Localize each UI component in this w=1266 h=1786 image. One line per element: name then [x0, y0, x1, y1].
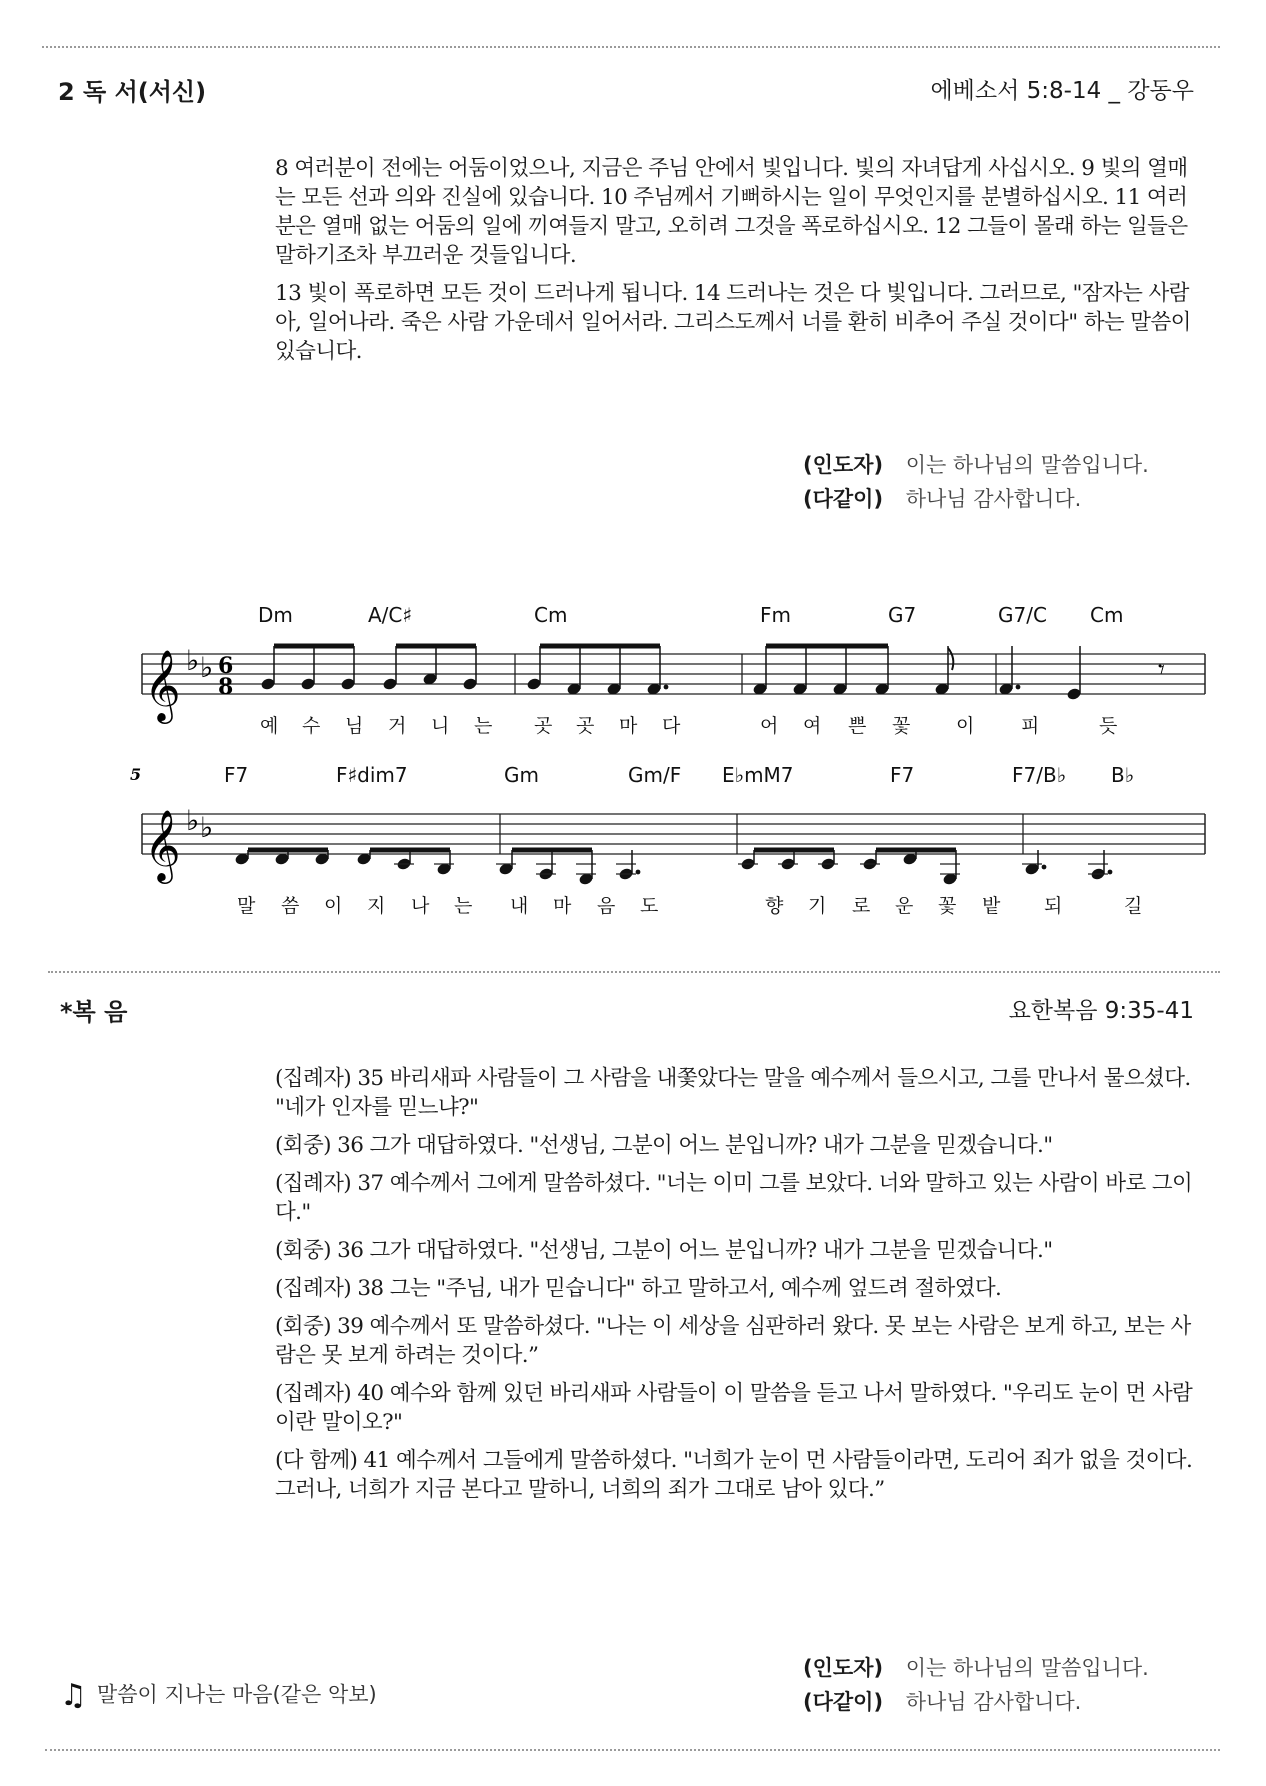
lyric-syllable: 는	[474, 715, 493, 737]
chord-symbol: G7	[888, 603, 917, 627]
note-dot	[1016, 685, 1021, 690]
music-note-icon: ♫	[60, 1678, 87, 1713]
lyric-syllable: 꽃	[892, 715, 911, 737]
lyric-syllable: 거	[388, 715, 407, 737]
reading-heading: 2 독 서(서신)	[58, 78, 207, 106]
leader-text: 이는 하나님의 말씀입니다.	[905, 453, 1149, 477]
song-title: 말씀이 지나는 마음(같은 악보)	[96, 1682, 377, 1707]
gospel-paragraph: (집례자) 35 바리새파 사람들이 그 사람을 내쫓았다는 말을 예수께서 들으시고, 그를 만나서 물으셨다. "네가 인자를 믿느냐?"	[275, 1066, 1191, 1120]
lyric-syllable: 밭	[982, 895, 1001, 917]
lyric-syllable: 지	[367, 895, 386, 917]
gospel-paragraph: (회중) 39 예수께서 또 말씀하셨다. "나는 이 세상을 심판하러 왔다. 못 보는 사람은 보게 하고, 보는 사람은 못 보게 하려는 것이다.”	[275, 1314, 1191, 1368]
congregation-line	[803, 482, 1149, 516]
lyric-syllable: 곳	[576, 715, 595, 737]
chord-symbol: Cm	[534, 603, 568, 627]
reading-paragraph: 8 여러분이 전에는 어둠이었으나, 지금은 주님 안에서 빛입니다. 빛의 자녀답게 사십시오. 9 빛의 열매는 모든 선과 의와 진실에 있습니다. 10 주님께서 기뻐하시는 일이 무엇인지를 분별하십시오. 11 여러분은 열매 없는 어둠의 일에 끼여들지 말고, 오히려 그것을 폭로하십시오. 12 그들이 몰래 하는 일들은 말하기조차 부끄러운 것들입니다.	[275, 156, 1188, 268]
time-signature-top: 6	[218, 653, 234, 679]
leader-line	[803, 1651, 1149, 1685]
treble-clef: 𝄞	[144, 808, 181, 881]
chord-symbol: B♭	[1111, 763, 1135, 787]
gospel-heading: *복 음	[60, 998, 128, 1026]
gospel-text	[275, 1064, 1205, 1513]
chord-symbol: G7/C	[998, 603, 1047, 627]
lyric-syllable: 예	[260, 715, 279, 737]
chord-symbol: Dm	[258, 603, 293, 627]
reading-response	[803, 448, 1149, 516]
gospel-paragraph: (회중) 36 그가 대답하였다. "선생님, 그분이 어느 분입니까? 내가 그분을 믿겠습니다."	[275, 1133, 1053, 1158]
leader-label: (인도자)	[803, 453, 884, 477]
chord-symbol: F7	[224, 763, 249, 787]
beam	[396, 644, 476, 649]
lyric-syllable: 는	[454, 895, 473, 917]
lyric-syllable: 운	[895, 895, 914, 917]
beam	[248, 848, 328, 853]
lyric-syllable: 도	[640, 895, 659, 917]
beam	[876, 848, 956, 853]
gospel-reference: 요한복음 9:35-41	[1008, 998, 1194, 1024]
lyric-syllable: 어	[760, 715, 779, 737]
leader-label: (인도자)	[803, 1656, 884, 1680]
reading-text	[275, 154, 1205, 375]
lyric-syllable: 마	[553, 895, 572, 917]
flat-b: ♭	[186, 804, 200, 837]
lyric-syllable: 수	[302, 715, 321, 737]
beam	[512, 848, 592, 853]
note-dot	[1042, 865, 1047, 870]
lyric-syllable: 이	[956, 715, 975, 737]
lyric-syllable: 길	[1124, 895, 1143, 917]
congregation-line	[803, 1685, 1149, 1719]
bottom-divider	[45, 1749, 1220, 1751]
note-dot	[1108, 870, 1113, 875]
top-divider	[42, 46, 1220, 48]
lyric-syllable: 이	[324, 895, 343, 917]
measure-number: 5	[130, 765, 142, 784]
chord-symbol: A/C♯	[368, 603, 413, 627]
reading-paragraph: 13 빛이 폭로하면 모든 것이 드러나게 됩니다. 14 드러나는 것은 다 빛입니다. 그러므로, "잠자는 사람아, 일어나라. 죽은 사람 가운데서 일어서라. 그리스도께서 너를 환히 비추어 주실 것이다" 하는 말씀이 있습니다.	[275, 281, 1191, 364]
gospel-paragraph: (회중) 36 그가 대답하였다. "선생님, 그분이 어느 분입니까? 내가 그분을 믿겠습니다."	[275, 1238, 1053, 1263]
lyric-syllable: 나	[411, 895, 430, 917]
chord-symbol: F♯dim7	[336, 763, 408, 787]
lyric-syllable: 향	[765, 895, 784, 917]
gospel-paragraph: (집례자) 38 그는 "주님, 내가 믿습니다" 하고 말하고서, 예수께 엎드려 절하였다.	[275, 1276, 1002, 1301]
lyric-syllable: 듯	[1099, 715, 1118, 737]
lyric-syllable: 꽃	[938, 895, 957, 917]
chord-symbol: Cm	[1090, 603, 1124, 627]
chord-symbol: E♭mM7	[722, 763, 794, 787]
lyric-syllable: 말	[237, 895, 256, 917]
lyric-syllable: 다	[662, 715, 681, 737]
time-signature-bottom: 8	[218, 674, 234, 700]
beam	[274, 644, 354, 649]
gospel-paragraph: (다 함께) 41 예수께서 그들에게 말씀하셨다. "너희가 눈이 먼 사람들이라면, 도리어 죄가 없을 것이다. 그러나, 너희가 지금 본다고 말하니, 너희의 죄가 그대로 남아 있다.”	[275, 1448, 1193, 1502]
beam	[766, 644, 888, 649]
congregation-text: 하나님 감사합니다.	[905, 487, 1082, 511]
lyric-syllable: 되	[1044, 895, 1063, 917]
flat-e: ♭	[200, 811, 214, 844]
chord-symbol: Gm/F	[628, 763, 682, 787]
eighth-rest: 𝄾	[1158, 655, 1165, 685]
sheet-music	[130, 592, 1215, 937]
flat-b: ♭	[186, 644, 200, 677]
lyric-syllable: 니	[431, 715, 450, 737]
lyric-syllable: 곳	[534, 715, 553, 737]
lyric-syllable: 쁜	[848, 715, 867, 737]
beam	[370, 848, 450, 853]
lyric-syllable: 기	[808, 895, 827, 917]
lyric-syllable: 피	[1021, 715, 1040, 737]
flat-e: ♭	[200, 651, 214, 684]
beam	[540, 644, 660, 649]
gospel-response	[803, 1651, 1149, 1719]
beam	[754, 848, 834, 853]
chord-symbol: Fm	[760, 603, 791, 627]
lyric-syllable: 내	[510, 895, 529, 917]
leader-line	[803, 448, 1149, 482]
reading-reference: 에베소서 5:8-14 _ 강동우	[930, 78, 1194, 104]
chord-symbol: F7/B♭	[1012, 763, 1067, 787]
gospel-paragraph: (집례자) 40 예수와 함께 있던 바리새파 사람들이 이 말씀을 듣고 나서 말하였다. "우리도 눈이 먼 사람이란 말이오?"	[275, 1381, 1193, 1435]
treble-clef: 𝄞	[144, 648, 181, 721]
congregation-label: (다같이)	[803, 487, 884, 511]
chord-symbol: Gm	[504, 763, 539, 787]
note-dot	[664, 685, 669, 690]
song-reference	[60, 1678, 377, 1713]
lyric-syllable: 님	[345, 715, 364, 737]
leader-text: 이는 하나님의 말씀입니다.	[905, 1656, 1149, 1680]
lyric-syllable: 씀	[281, 895, 300, 917]
chord-symbol: F7	[890, 763, 915, 787]
note-dot	[636, 870, 641, 875]
note-flag	[948, 648, 953, 670]
congregation-text: 하나님 감사합니다.	[905, 1690, 1082, 1714]
gospel-paragraph: (집례자) 37 예수께서 그에게 말씀하셨다. "너는 이미 그를 보았다. 너와 말하고 있는 사람이 바로 그이다."	[275, 1171, 1193, 1225]
lyric-syllable: 음	[597, 895, 616, 917]
congregation-label: (다같이)	[803, 1690, 884, 1714]
lyric-syllable: 로	[852, 895, 871, 917]
middle-divider	[48, 971, 1220, 973]
lyric-syllable: 여	[803, 715, 822, 737]
lyric-syllable: 마	[619, 715, 638, 737]
